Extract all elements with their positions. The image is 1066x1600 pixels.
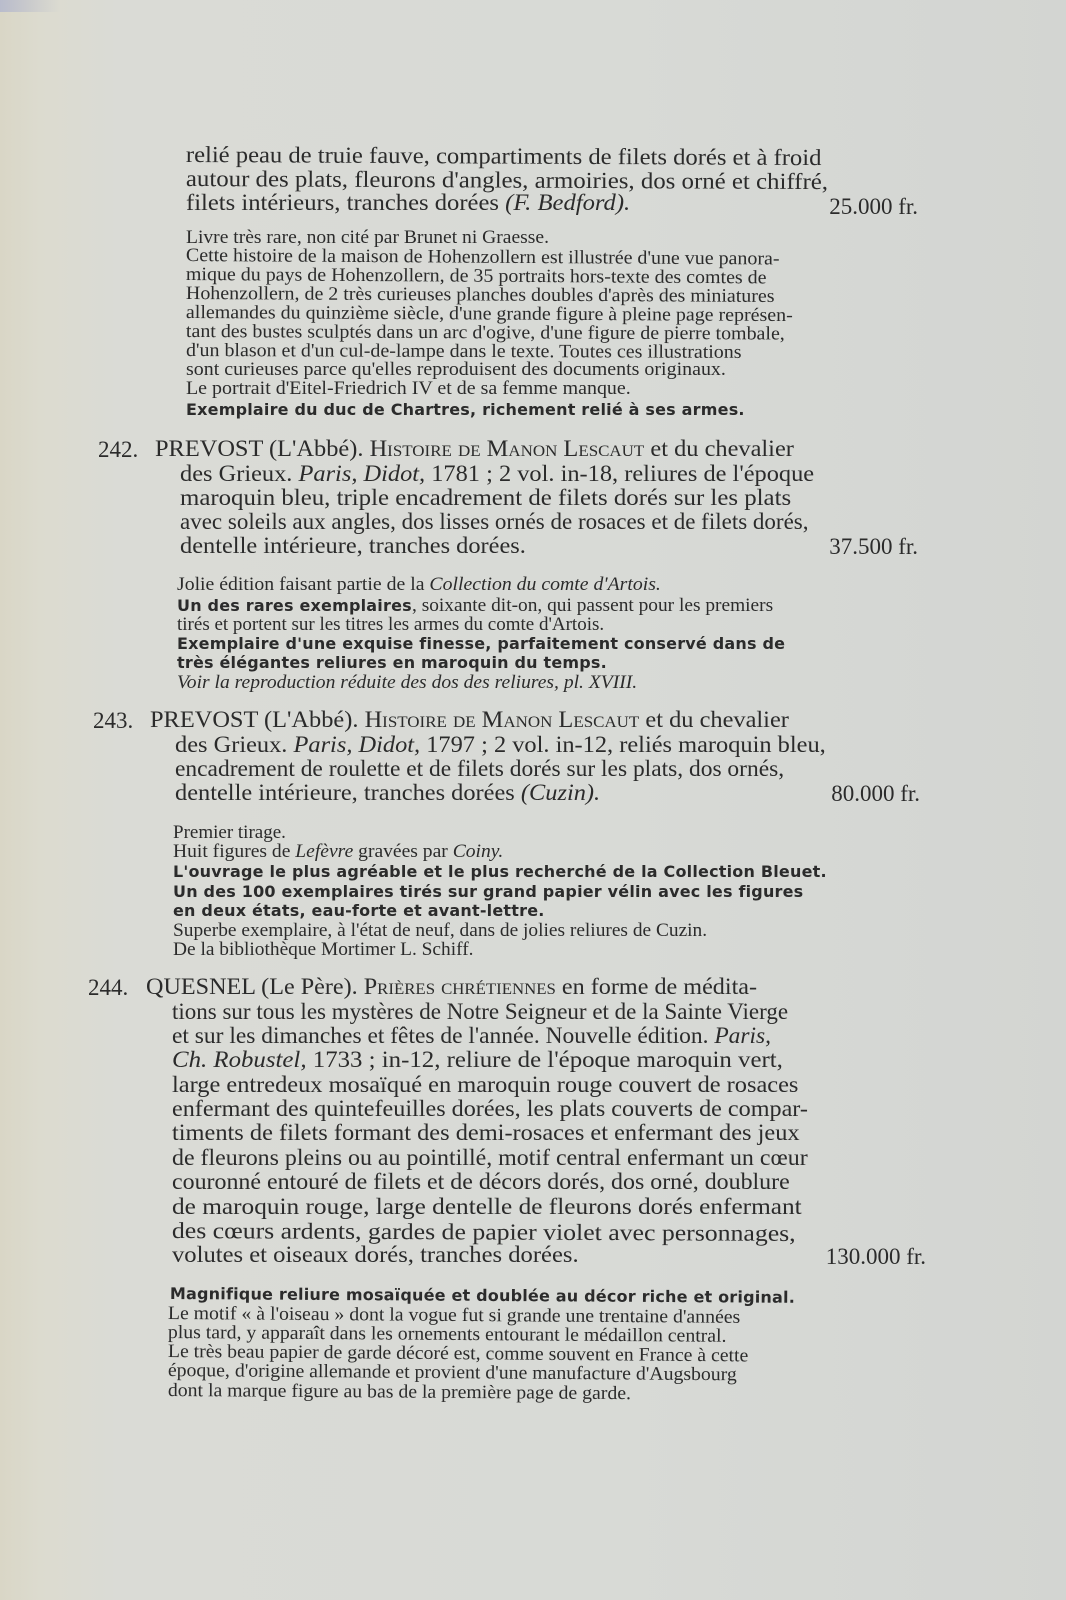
- note-bold: Un des 100 exemplaires tirés sur grand papier vélin avec les figures: [173, 882, 804, 901]
- description-text: dentelle intérieure, tranches dorées: [175, 780, 515, 805]
- note-line: Hohenzollern, de 2 très curieuses planches doubles d'après des miniatures: [185, 283, 775, 307]
- note-line: [177, 575, 661, 594]
- illustrator: Lefèvre: [295, 841, 354, 862]
- description-text: et sur les dimanches et fêtes de l'année. Nouvelle édition.: [172, 1023, 709, 1048]
- note-text: Jolie édition faisant partie de la: [177, 574, 425, 595]
- entry-heading: [146, 975, 757, 999]
- note-line: sont curieuses parce qu'elles reproduisent des documents originaux.: [186, 359, 726, 380]
- note-bold: Magnifique reliure mosaïquée et doublée au décor riche et original.: [169, 1284, 796, 1307]
- description-line: couronné entouré de filets et de décors dorés, dos orné, doublure: [172, 1169, 790, 1194]
- note-line: [173, 842, 503, 861]
- note-line: [177, 595, 774, 616]
- description-text: et du chevalier: [650, 436, 794, 461]
- price: 37.500 fr.: [829, 534, 918, 559]
- note-line: Livre très rare, non cité par Brunet ni Graesse.: [186, 227, 549, 248]
- note-line: époque, d'origine allemande et provient d'une manufacture d'Augsbourg: [167, 1360, 737, 1386]
- description-line: maroquin bleu, triple encadrement de filets dorés sur les plats: [180, 485, 792, 510]
- publisher: Paris, Didot,: [293, 732, 421, 757]
- note-line: tirés et portent sur les titres les armes du comte d'Artois.: [177, 614, 605, 635]
- description-text: des Grieux.: [180, 461, 293, 486]
- publisher-place: Paris,: [714, 1023, 772, 1048]
- note-text: Huit figures de: [173, 841, 291, 862]
- description-text: et du chevalier: [645, 707, 789, 732]
- price: 80.000 fr.: [831, 781, 920, 806]
- note-bold: L'ouvrage le plus agréable et le plus recherché de la Collection Bleuet.: [173, 862, 827, 881]
- binder-name: (Cuzin).: [520, 780, 601, 805]
- description-line: encadrement de roulette et de filets dorés sur les plats, dos ornés,: [175, 756, 785, 781]
- description-line: autour des plats, fleurons d'angles, armoiries, dos orné et chiffré,: [185, 166, 829, 195]
- description-text: filets intérieurs, tranches dorées: [186, 190, 499, 215]
- description-line: relié peau de truie fauve, compartiments de filets dorés et à froid: [185, 142, 822, 171]
- note-text: , soixante dit-on, qui passent pour les premiers: [411, 595, 774, 616]
- price: 130.000 fr.: [825, 1244, 926, 1269]
- description-text: des Grieux.: [175, 732, 288, 757]
- note-line: mique du pays de Hohenzollern, de 35 portraits hors-texte des comtes de: [185, 264, 767, 289]
- description-line: avec soleils aux angles, dos lisses ornés de rosaces et de filets dorés,: [180, 509, 809, 534]
- description-line: [175, 733, 826, 757]
- publisher: Paris, Didot,: [298, 461, 426, 486]
- description-line: dentelle intérieure, tranches dorées.: [180, 533, 526, 558]
- note-line: d'un blason et d'un cul-de-lampe dans le texte. Toutes ces illustrations: [185, 340, 742, 363]
- note-bold: très élégantes reliures en maroquin du temps.: [177, 653, 607, 672]
- book-title: Histoire de Manon Lescaut: [364, 707, 640, 732]
- author: QUESNEL (Le Père).: [146, 974, 358, 999]
- note-line: allemandes du quinzième siècle, d'une grande figure à pleine page représen-: [185, 302, 793, 327]
- note-line: dont la marque figure au bas de la première page de garde.: [167, 1380, 632, 1405]
- description-line: timents de filets formant des demi-rosaces et enfermant des jeux: [172, 1120, 800, 1145]
- lot-number: 242.: [98, 437, 139, 462]
- description-line: [175, 781, 600, 805]
- author: PREVOST (L'Abbé).: [150, 707, 359, 732]
- note-bold: Exemplaire d'une exquise finesse, parfaitement conservé dans de: [177, 634, 786, 653]
- note-line: Premier tirage.: [173, 822, 286, 843]
- description-line: [172, 1048, 783, 1072]
- note-text: gravées par: [358, 841, 448, 862]
- description-line: [186, 191, 630, 215]
- description-line: [180, 462, 814, 486]
- description-line: de maroquin rouge, large dentelle de fleurons dorés enfermant: [172, 1194, 802, 1219]
- lot-number: 243.: [93, 708, 134, 733]
- publisher: Ch. Robustel,: [172, 1047, 307, 1072]
- note-line: Le très beau papier de garde décoré est, comme souvent en France à cette: [167, 1341, 749, 1367]
- note-bold: Exemplaire du duc de Chartres, richement relié à ses armes.: [186, 400, 745, 419]
- description-text: 1797 ; 2 vol. in-12, reliés maroquin bleu,: [426, 732, 826, 757]
- description-line: tions sur tous les mystères de Notre Seigneur et de la Sainte Vierge: [172, 999, 789, 1024]
- note-line: plus tard, y apparaît dans les ornements entourant le médaillon central.: [167, 1322, 727, 1347]
- description-line: volutes et oiseaux dorés, tranches dorées.: [172, 1242, 579, 1267]
- note-line: Le portrait d'Eitel-Friedrich IV et de sa femme manque.: [186, 378, 631, 399]
- description-text: en forme de médita-: [561, 974, 758, 999]
- description-line: large entredeux mosaïqué en maroquin rouge couvert de rosaces: [172, 1072, 799, 1097]
- binder-name: (F. Bedford).: [505, 190, 631, 215]
- book-title: Prières chrétiennes: [363, 974, 556, 999]
- collection-name: Collection du comte d'Artois.: [429, 574, 661, 595]
- lot-number: 244.: [88, 975, 129, 1000]
- entry-heading: [150, 708, 789, 732]
- description-line: des cœurs ardents, gardes de papier violet avec personnages,: [171, 1218, 796, 1246]
- description-line: de fleurons pleins ou au pointillé, motif central enfermant un cœur: [172, 1145, 808, 1170]
- engraver: Coiny.: [452, 841, 504, 862]
- note-line: tant des bustes sculptés dans un arc d'ogive, d'une figure de pierre tombale,: [185, 321, 785, 345]
- note-line: De la bibliothèque Mortimer L. Schiff.: [173, 939, 474, 960]
- description-line: [172, 1024, 771, 1048]
- note-line: Le motif « à l'oiseau » dont la vogue fut si grande une trentaine d'années: [167, 1303, 741, 1328]
- author: PREVOST (L'Abbé).: [155, 436, 364, 461]
- description-text: 1733 ; in-12, reliure de l'époque maroquin vert,: [312, 1047, 783, 1072]
- note-italic: Voir la reproduction réduite des dos des reliures, pl. XVIII.: [177, 672, 638, 693]
- note-bold: Un des rares exemplaires: [177, 596, 412, 615]
- price: 25.000 fr.: [829, 194, 918, 219]
- entry-heading: [155, 437, 794, 461]
- note-line: Superbe exemplaire, à l'état de neuf, dans de jolies reliures de Cuzin.: [173, 920, 708, 941]
- description-text: 1781 ; 2 vol. in-18, reliures de l'époque: [431, 461, 815, 486]
- note-line: Cette histoire de la maison de Hohenzollern est illustrée d'une vue panora-: [185, 245, 780, 270]
- note-bold: en deux états, eau-forte et avant-lettre.: [173, 901, 545, 920]
- description-line: enfermant des quintefeuilles dorées, les plats couverts de compar-: [172, 1096, 808, 1121]
- book-title: Histoire de Manon Lescaut: [369, 436, 645, 461]
